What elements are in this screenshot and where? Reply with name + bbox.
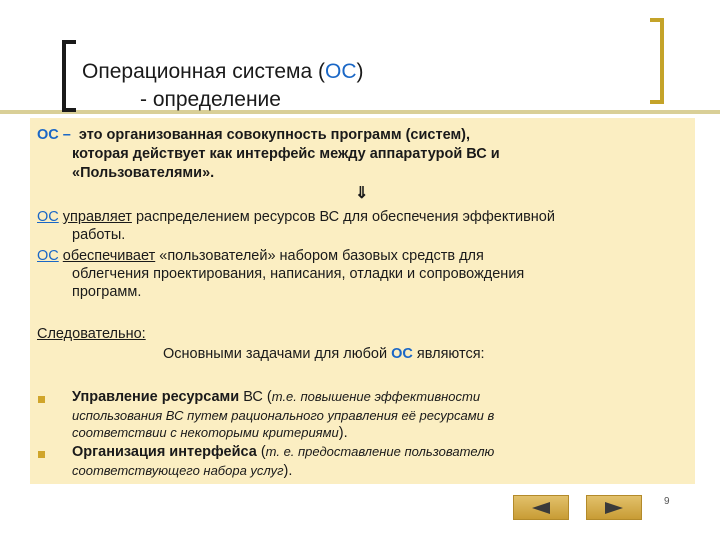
tasks-text: Основными задачами для любой — [163, 346, 388, 362]
bullet-1-end: ). — [338, 425, 348, 441]
slide-title — [82, 60, 364, 84]
provides-verb: обеспечивает — [62, 248, 156, 264]
bullet-1-line-3 — [72, 424, 348, 442]
prev-slide-button[interactable] — [513, 495, 569, 520]
definition-line-2: которая действует как интерфейс между аппаратурой ВС и — [72, 146, 500, 162]
tasks-line — [163, 345, 485, 363]
tasks-term: ОС — [391, 346, 413, 362]
definition-text-1: это организованная совокупность программ (систем), — [78, 127, 471, 143]
bullet-2-italic-2: соответствующего набора услуг — [72, 463, 284, 478]
title-accent: ОС — [325, 60, 357, 83]
manages-verb: управляет — [62, 209, 132, 225]
tasks-text-end: являются: — [416, 346, 485, 362]
provides-text: «пользователей» набором базовых средств для — [159, 248, 484, 264]
provides-term: ОС — [37, 248, 59, 264]
definition-term: ОС – — [37, 127, 71, 143]
bullet-1-line-2: использования ВС путем рационального управления её ресурсами в — [72, 408, 495, 423]
left-triangle-icon — [530, 501, 552, 515]
manages-line-1 — [37, 208, 555, 226]
title-text: Операционная система ( — [82, 60, 325, 83]
manages-line-2: работы. — [72, 227, 126, 243]
therefore-label: Следовательно: — [37, 326, 146, 342]
bullet-2-italic: т. е. предоставление пользователю — [265, 444, 495, 459]
bullet-1-italic-end: соответствии с некоторыми критериями — [72, 425, 339, 440]
right-bracket-decoration — [650, 18, 664, 104]
bullet-1-title: Управление ресурсами — [72, 389, 240, 405]
slide-subtitle: - определение — [140, 88, 281, 111]
bullet-2-title: Организация интерфейса — [72, 444, 257, 460]
bullet-2-line-1 — [72, 443, 494, 461]
bullet-marker — [38, 396, 45, 403]
definition-line-3: «Пользователями». — [72, 165, 215, 181]
bullet-2-line-2 — [72, 462, 292, 480]
bullet-marker — [38, 451, 45, 458]
provides-line-2: облегчения проектирования, написания, отладки и сопровождения — [72, 266, 525, 282]
left-bracket-decoration — [62, 40, 76, 112]
manages-term: ОС — [37, 209, 59, 225]
bullet-1-italic: т.е. повышение эффективности — [271, 389, 481, 404]
definition-line-1 — [37, 126, 470, 144]
page-number: 9 — [664, 496, 670, 507]
provides-line-1 — [37, 247, 484, 265]
provides-line-3: программ. — [72, 284, 142, 300]
right-triangle-icon — [603, 501, 625, 515]
bullet-1-line-1 — [72, 388, 480, 406]
bullet-1-normal: ВС ( — [243, 389, 272, 405]
title-text-end: ) — [356, 60, 364, 83]
bullet-2-end: ). — [283, 463, 293, 479]
header-divider — [0, 110, 720, 114]
down-arrow-icon: ⇓ — [355, 185, 369, 202]
next-slide-button[interactable] — [586, 495, 642, 520]
manages-text: распределением ресурсов ВС для обеспечения эффективной — [135, 209, 555, 225]
bullet-2-normal: ( — [256, 444, 266, 460]
